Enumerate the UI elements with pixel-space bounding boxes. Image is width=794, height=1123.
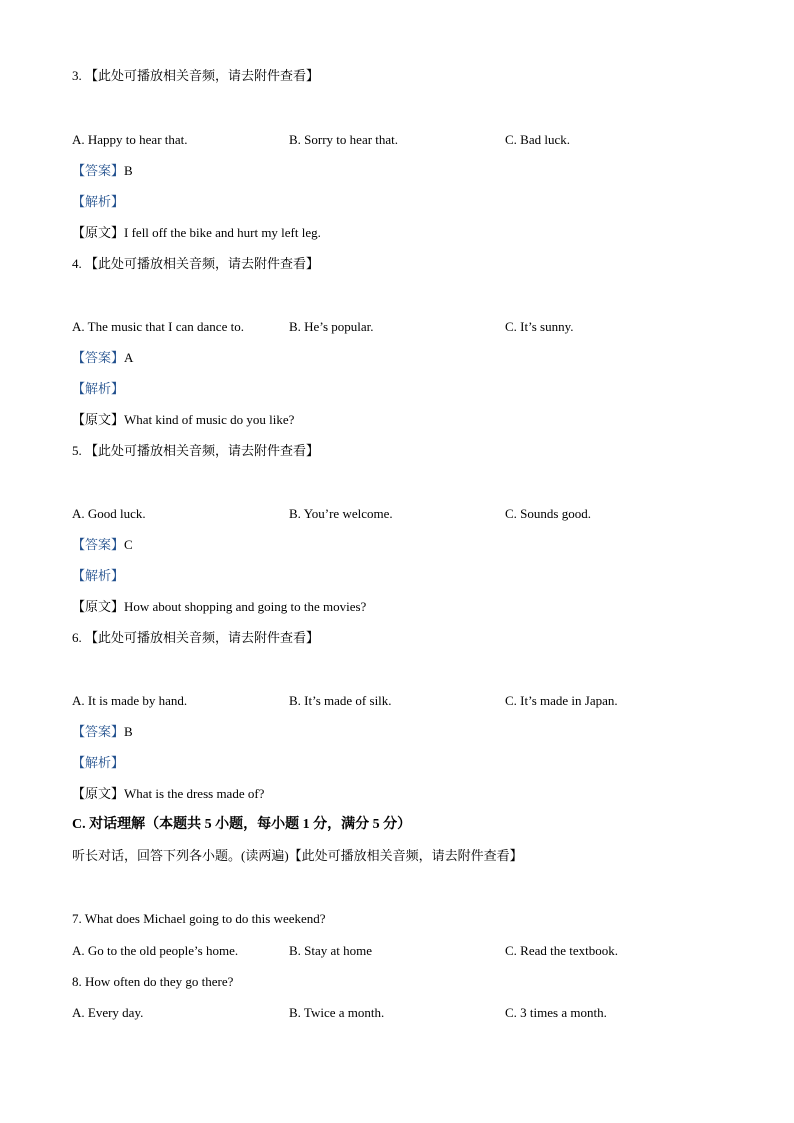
q5-analysis-label: 【解析】 [72,568,125,583]
question-3-audio: 3. 【此处可播放相关音频，请去附件查看】 [72,68,320,83]
answer-label: 【答案】 [72,537,125,552]
q5-option-a: A. Good luck. [72,506,146,521]
q3-answer [72,163,133,179]
answer-label: 【答案】 [72,163,125,178]
q6-option-c: C. It’s made in Japan. [505,693,618,708]
section-c-title: C. 对话理解（本题共 5 小题，每小题 1 分，满分 5 分） [72,817,412,832]
q3-option-c: C. Bad luck. [505,132,570,147]
question-7-text: 7. What does Michael going to do this weekend? [72,911,326,926]
q5-option-c: C. Sounds good. [505,506,591,521]
q4-option-b: B. He’s popular. [289,319,374,334]
transcript-text: How about shopping and going to the movies? [124,599,367,614]
q4-transcript [72,412,294,428]
transcript-text: I fell off the bike and hurt my left leg. [124,225,321,240]
question-8-text: 8. How often do they go there? [72,974,234,989]
answer-value: B [124,163,133,178]
q5-answer [72,537,133,553]
q4-answer [72,350,133,366]
answer-value: C [124,537,133,552]
question-6-audio: 6. 【此处可播放相关音频，请去附件查看】 [72,630,320,645]
q4-analysis-label: 【解析】 [72,381,125,396]
q6-answer [72,724,133,740]
q8-option-b: B. Twice a month. [289,1005,385,1020]
answer-value: A [124,350,134,365]
transcript-label: 【原文】 [72,599,125,614]
answer-label: 【答案】 [72,724,125,739]
q4-option-a: A. The music that I can dance to. [72,319,244,334]
section-c-instruction: 听长对话，回答下列各小题。(读两遍)【此处可播放相关音频，请去附件查看】 [72,848,523,863]
q6-option-b: B. It’s made of silk. [289,693,392,708]
transcript-label: 【原文】 [72,786,125,801]
q5-transcript [72,599,366,615]
transcript-label: 【原文】 [72,225,125,240]
q8-option-c: C. 3 times a month. [505,1005,607,1020]
q8-option-a: A. Every day. [72,1005,144,1020]
q6-transcript [72,786,264,802]
q3-analysis-label: 【解析】 [72,194,125,209]
transcript-text: What is the dress made of? [124,786,265,801]
q3-option-b: B. Sorry to hear that. [289,132,399,147]
q7-option-c: C. Read the textbook. [505,943,619,958]
question-4-audio: 4. 【此处可播放相关音频，请去附件查看】 [72,256,320,271]
answer-value: B [124,724,133,739]
q7-option-b: B. Stay at home [289,943,373,958]
q5-option-b: B. You’re welcome. [289,506,393,521]
answer-label: 【答案】 [72,350,125,365]
q3-option-a: A. Happy to hear that. [72,132,188,147]
q6-analysis-label: 【解析】 [72,755,125,770]
q3-transcript [72,225,321,241]
q4-option-c: C. It’s sunny. [505,319,574,334]
q6-option-a: A. It is made by hand. [72,693,188,708]
transcript-text: What kind of music do you like? [124,412,295,427]
transcript-label: 【原文】 [72,412,125,427]
q7-option-a: A. Go to the old people’s home. [72,943,239,958]
question-5-audio: 5. 【此处可播放相关音频，请去附件查看】 [72,443,320,458]
